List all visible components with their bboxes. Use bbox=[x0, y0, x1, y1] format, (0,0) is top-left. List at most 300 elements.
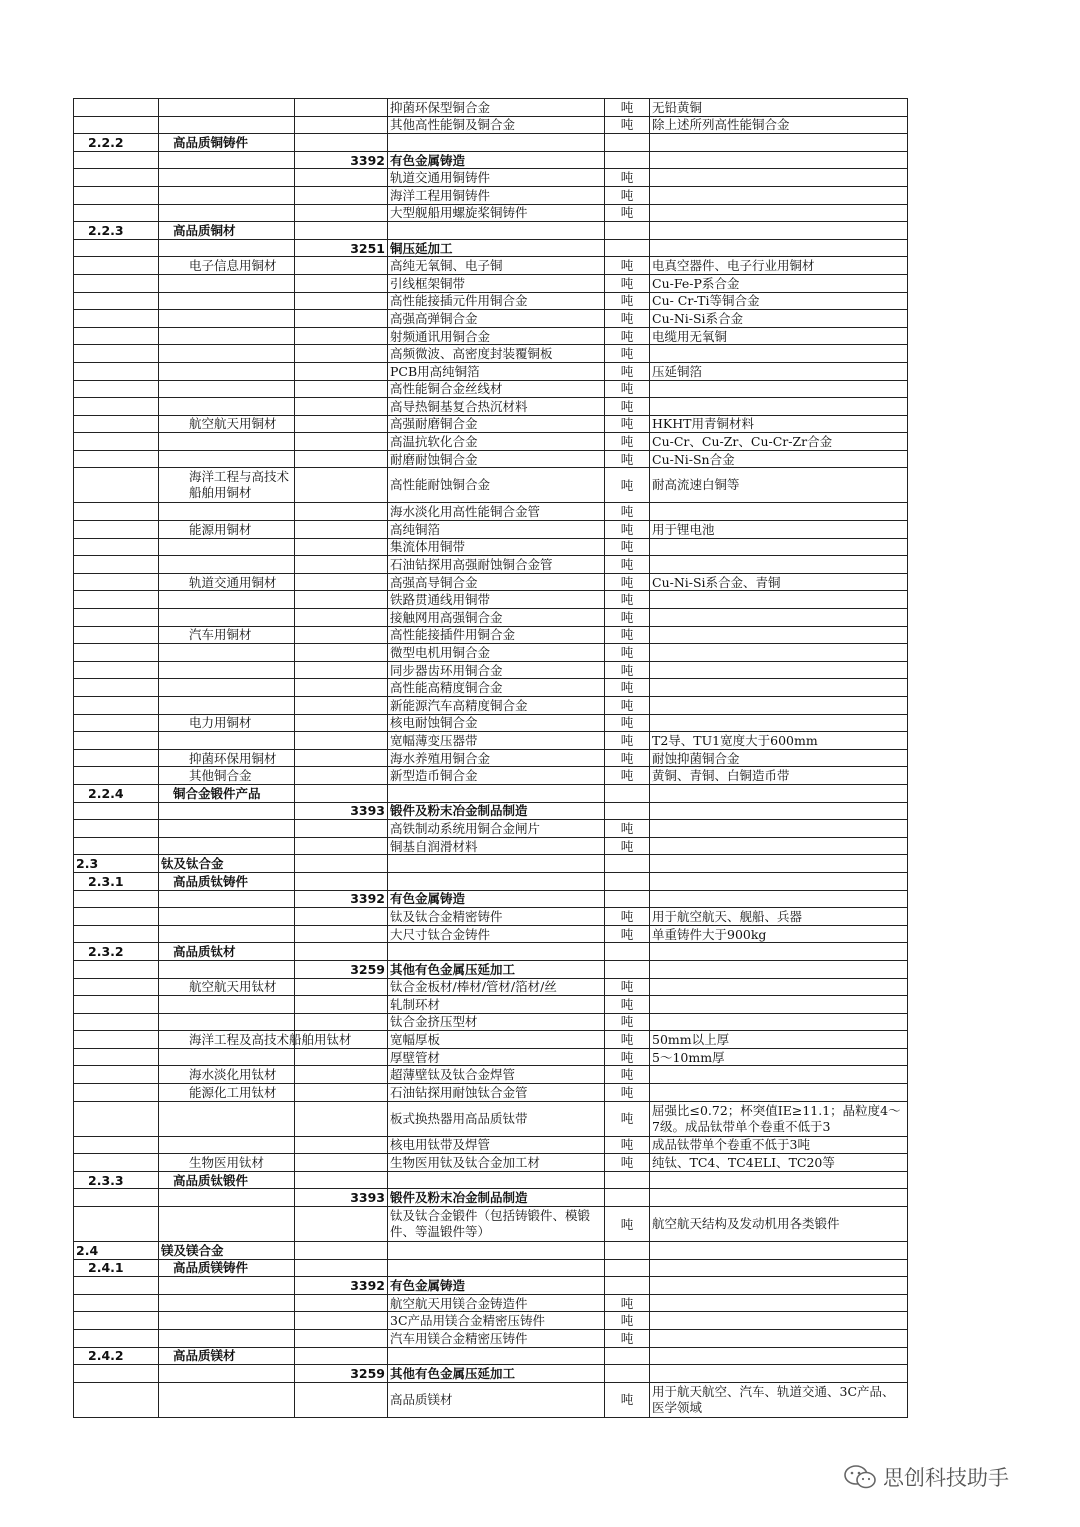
row-unit bbox=[605, 784, 650, 802]
table-row bbox=[74, 626, 908, 644]
row-note bbox=[650, 714, 908, 732]
row-unit: 吨 bbox=[605, 749, 650, 767]
row-unit: 吨 bbox=[605, 116, 650, 134]
row-industry-code bbox=[295, 415, 388, 433]
row-code bbox=[74, 1048, 159, 1066]
row-name: 高品质镁铸件 bbox=[159, 1259, 295, 1277]
row-industry-code bbox=[295, 1171, 388, 1189]
row-note bbox=[650, 1347, 908, 1365]
table-row bbox=[74, 1084, 908, 1102]
row-code bbox=[74, 327, 159, 345]
row-product: 其他有色金属压延加工 bbox=[388, 1365, 605, 1383]
row-note: Cu-Fe-P系合金 bbox=[650, 274, 908, 292]
row-unit: 吨 bbox=[605, 292, 650, 310]
row-note bbox=[650, 556, 908, 574]
table-row bbox=[74, 573, 908, 591]
row-industry-code: 3259 bbox=[295, 1365, 388, 1383]
row-product: 高性能耐蚀铜合金 bbox=[388, 468, 605, 503]
row-unit: 吨 bbox=[605, 1312, 650, 1330]
row-note bbox=[650, 398, 908, 416]
row-product: 宽幅厚板 bbox=[388, 1031, 605, 1049]
row-code bbox=[74, 186, 159, 204]
table-row bbox=[74, 257, 908, 275]
row-code bbox=[74, 1277, 159, 1295]
table-row bbox=[74, 556, 908, 574]
table-row bbox=[74, 697, 908, 715]
row-code bbox=[74, 767, 159, 785]
row-unit: 吨 bbox=[605, 697, 650, 715]
row-product: 钛合金板材/棒材/管材/箔材/丝 bbox=[388, 978, 605, 996]
row-note: 屈强比≤0.72；杯突值IE≥11.1；晶粒度4～7级。成品钛带单个卷重不低于3 bbox=[650, 1101, 908, 1136]
row-unit bbox=[605, 151, 650, 169]
row-note bbox=[650, 978, 908, 996]
row-note bbox=[650, 380, 908, 398]
row-product: 锻件及粉末冶金制品制造 bbox=[388, 802, 605, 820]
row-name: 其他铜合金 bbox=[159, 767, 295, 785]
row-unit: 吨 bbox=[605, 626, 650, 644]
table-row bbox=[74, 1277, 908, 1295]
row-note bbox=[650, 996, 908, 1014]
row-note bbox=[650, 1294, 908, 1312]
row-product: 高强高导铜合金 bbox=[388, 573, 605, 591]
row-product: 新能源汽车高精度铜合金 bbox=[388, 697, 605, 715]
table-row bbox=[74, 362, 908, 380]
row-name bbox=[159, 239, 295, 257]
row-industry-code bbox=[295, 732, 388, 750]
row-note bbox=[650, 1330, 908, 1348]
row-industry-code bbox=[295, 169, 388, 187]
table-row bbox=[74, 1347, 908, 1365]
row-industry-code bbox=[295, 767, 388, 785]
row-code bbox=[74, 310, 159, 328]
table-row bbox=[74, 292, 908, 310]
row-code: 2.2.2 bbox=[74, 134, 159, 152]
row-name: 能源用铜材 bbox=[159, 521, 295, 539]
row-code bbox=[74, 274, 159, 292]
row-name: 电力用铜材 bbox=[159, 714, 295, 732]
row-product: 铜基自润滑材料 bbox=[388, 837, 605, 855]
row-note: Cu- Cr-Ti等铜合金 bbox=[650, 292, 908, 310]
row-unit bbox=[605, 1242, 650, 1260]
row-product: 高铁制动系统用铜合金闸片 bbox=[388, 820, 605, 838]
row-industry-code: 3392 bbox=[295, 890, 388, 908]
row-code bbox=[74, 204, 159, 222]
row-industry-code bbox=[295, 1347, 388, 1365]
row-product: 大型舰船用螺旋桨铜铸件 bbox=[388, 204, 605, 222]
row-code bbox=[74, 292, 159, 310]
row-unit: 吨 bbox=[605, 1136, 650, 1154]
row-note bbox=[650, 1189, 908, 1207]
table-row bbox=[74, 1066, 908, 1084]
row-product bbox=[388, 784, 605, 802]
row-code bbox=[74, 1294, 159, 1312]
row-name bbox=[159, 609, 295, 627]
row-name: 轨道交通用铜材 bbox=[159, 573, 295, 591]
row-product bbox=[388, 1171, 605, 1189]
row-unit bbox=[605, 1365, 650, 1383]
row-name bbox=[159, 1136, 295, 1154]
row-name: 航空航天用铜材 bbox=[159, 415, 295, 433]
row-industry-code bbox=[295, 978, 388, 996]
row-product: 高频微波、高密度封装覆铜板 bbox=[388, 345, 605, 363]
row-name bbox=[159, 380, 295, 398]
row-industry-code bbox=[295, 837, 388, 855]
row-note: 黄铜、青铜、白铜造币带 bbox=[650, 767, 908, 785]
row-product: 微型电机用铜合金 bbox=[388, 644, 605, 662]
row-industry-code: 3393 bbox=[295, 802, 388, 820]
row-unit: 吨 bbox=[605, 204, 650, 222]
row-note bbox=[650, 784, 908, 802]
row-product: 高性能接插件用铜合金 bbox=[388, 626, 605, 644]
row-unit: 吨 bbox=[605, 1330, 650, 1348]
row-unit: 吨 bbox=[605, 186, 650, 204]
table-row bbox=[74, 855, 908, 873]
row-unit: 吨 bbox=[605, 362, 650, 380]
row-product: 高品质镁材 bbox=[388, 1382, 605, 1417]
row-name bbox=[159, 644, 295, 662]
row-code bbox=[74, 591, 159, 609]
row-code bbox=[74, 996, 159, 1014]
row-unit: 吨 bbox=[605, 450, 650, 468]
row-industry-code bbox=[295, 538, 388, 556]
row-unit bbox=[605, 222, 650, 240]
row-note bbox=[650, 1277, 908, 1295]
row-code: 2.2.3 bbox=[74, 222, 159, 240]
row-code bbox=[74, 239, 159, 257]
row-unit: 吨 bbox=[605, 1101, 650, 1136]
row-unit: 吨 bbox=[605, 433, 650, 451]
row-unit: 吨 bbox=[605, 327, 650, 345]
row-product bbox=[388, 222, 605, 240]
row-note: 电缆用无氧铜 bbox=[650, 327, 908, 345]
table-row bbox=[74, 538, 908, 556]
row-name: 电子信息用铜材 bbox=[159, 257, 295, 275]
row-code bbox=[74, 433, 159, 451]
row-note: 用于锂电池 bbox=[650, 521, 908, 539]
row-name bbox=[159, 274, 295, 292]
row-unit bbox=[605, 134, 650, 152]
row-industry-code bbox=[295, 1259, 388, 1277]
row-name bbox=[159, 1101, 295, 1136]
row-unit: 吨 bbox=[605, 732, 650, 750]
table-row bbox=[74, 1312, 908, 1330]
row-note: 电真空器件、电子行业用铜材 bbox=[650, 257, 908, 275]
row-note bbox=[650, 239, 908, 257]
row-note: Cu-Ni-Si系合金 bbox=[650, 310, 908, 328]
table-row bbox=[74, 644, 908, 662]
row-code: 2.4 bbox=[74, 1242, 159, 1260]
row-product: 轨道交通用铜铸件 bbox=[388, 169, 605, 187]
row-unit: 吨 bbox=[605, 556, 650, 574]
row-product: 板式换热器用高品质钛带 bbox=[388, 1101, 605, 1136]
row-unit: 吨 bbox=[605, 837, 650, 855]
row-note bbox=[650, 943, 908, 961]
row-unit bbox=[605, 1189, 650, 1207]
table-row bbox=[74, 380, 908, 398]
row-code bbox=[74, 468, 159, 503]
row-name bbox=[159, 837, 295, 855]
row-code bbox=[74, 697, 159, 715]
row-product: 其他有色金属压延加工 bbox=[388, 960, 605, 978]
row-industry-code bbox=[295, 1136, 388, 1154]
row-unit: 吨 bbox=[605, 767, 650, 785]
row-product: 高温抗软化合金 bbox=[388, 433, 605, 451]
row-product: 高强耐磨铜合金 bbox=[388, 415, 605, 433]
row-name bbox=[159, 1294, 295, 1312]
row-unit: 吨 bbox=[605, 257, 650, 275]
row-industry-code: 3251 bbox=[295, 239, 388, 257]
row-note bbox=[650, 204, 908, 222]
row-unit: 吨 bbox=[605, 591, 650, 609]
row-note: 5～10mm厚 bbox=[650, 1048, 908, 1066]
row-code bbox=[74, 1013, 159, 1031]
row-product: 核电用钛带及焊管 bbox=[388, 1136, 605, 1154]
row-unit bbox=[605, 1347, 650, 1365]
row-product: 铁路贯通线用铜带 bbox=[388, 591, 605, 609]
row-industry-code bbox=[295, 644, 388, 662]
row-note: T2导、TU1宽度大于600mm bbox=[650, 732, 908, 750]
table-row bbox=[74, 222, 908, 240]
row-industry-code bbox=[295, 908, 388, 926]
row-industry-code bbox=[295, 134, 388, 152]
row-code bbox=[74, 1207, 159, 1242]
row-unit: 吨 bbox=[605, 820, 650, 838]
watermark bbox=[843, 1462, 1009, 1492]
table-row bbox=[74, 1013, 908, 1031]
row-name: 生物医用钛材 bbox=[159, 1154, 295, 1172]
row-code bbox=[74, 925, 159, 943]
row-product: 高强高弹铜合金 bbox=[388, 310, 605, 328]
row-industry-code bbox=[295, 784, 388, 802]
row-industry-code bbox=[295, 345, 388, 363]
table-row bbox=[74, 591, 908, 609]
row-industry-code bbox=[295, 1242, 388, 1260]
row-industry-code bbox=[295, 1066, 388, 1084]
row-industry-code bbox=[295, 1101, 388, 1136]
row-name bbox=[159, 503, 295, 521]
row-industry-code bbox=[295, 626, 388, 644]
row-product: 有色金属铸造 bbox=[388, 151, 605, 169]
row-code bbox=[74, 380, 159, 398]
table-row bbox=[74, 925, 908, 943]
row-industry-code bbox=[295, 609, 388, 627]
row-code bbox=[74, 679, 159, 697]
row-product: 海水养殖用铜合金 bbox=[388, 749, 605, 767]
row-industry-code bbox=[295, 1294, 388, 1312]
row-name: 海洋工程与高技术船舶用铜材 bbox=[159, 468, 295, 503]
table-row bbox=[74, 450, 908, 468]
row-product bbox=[388, 134, 605, 152]
row-note: Cu-Ni-Sn合金 bbox=[650, 450, 908, 468]
row-unit: 吨 bbox=[605, 996, 650, 1014]
row-unit: 吨 bbox=[605, 503, 650, 521]
row-name bbox=[159, 591, 295, 609]
row-name bbox=[159, 450, 295, 468]
row-industry-code bbox=[295, 996, 388, 1014]
row-note bbox=[650, 872, 908, 890]
row-industry-code bbox=[295, 204, 388, 222]
row-name bbox=[159, 1365, 295, 1383]
row-code bbox=[74, 450, 159, 468]
row-note bbox=[650, 661, 908, 679]
row-unit: 吨 bbox=[605, 345, 650, 363]
row-unit bbox=[605, 802, 650, 820]
row-code bbox=[74, 556, 159, 574]
row-code bbox=[74, 1330, 159, 1348]
row-unit: 吨 bbox=[605, 310, 650, 328]
row-industry-code bbox=[295, 468, 388, 503]
row-product: PCB用高纯铜箔 bbox=[388, 362, 605, 380]
row-note bbox=[650, 855, 908, 873]
row-unit: 吨 bbox=[605, 609, 650, 627]
row-code bbox=[74, 820, 159, 838]
table-row bbox=[74, 503, 908, 521]
table-row bbox=[74, 151, 908, 169]
row-industry-code bbox=[295, 398, 388, 416]
row-code bbox=[74, 626, 159, 644]
row-unit: 吨 bbox=[605, 521, 650, 539]
row-note: 用于航天航空、汽车、轨道交通、3C产品、医学领域 bbox=[650, 1382, 908, 1417]
row-industry-code bbox=[295, 433, 388, 451]
row-code: 2.3.2 bbox=[74, 943, 159, 961]
table-row bbox=[74, 960, 908, 978]
row-name bbox=[159, 186, 295, 204]
row-note bbox=[650, 134, 908, 152]
row-name bbox=[159, 1382, 295, 1417]
row-note bbox=[650, 222, 908, 240]
row-industry-code bbox=[295, 327, 388, 345]
row-industry-code bbox=[295, 116, 388, 134]
row-code: 2.4.2 bbox=[74, 1347, 159, 1365]
row-note: 无铅黄铜 bbox=[650, 99, 908, 117]
table-row bbox=[74, 1171, 908, 1189]
row-code: 2.3.1 bbox=[74, 872, 159, 890]
row-product: 海水淡化用高性能铜合金管 bbox=[388, 503, 605, 521]
row-name bbox=[159, 345, 295, 363]
row-product: 高性能铜合金丝线材 bbox=[388, 380, 605, 398]
row-product bbox=[388, 1242, 605, 1260]
row-industry-code bbox=[295, 556, 388, 574]
row-name bbox=[159, 960, 295, 978]
table-row bbox=[74, 1259, 908, 1277]
row-note bbox=[650, 1013, 908, 1031]
row-name bbox=[159, 908, 295, 926]
row-industry-code: 3393 bbox=[295, 1189, 388, 1207]
row-name: 海水淡化用钛材 bbox=[159, 1066, 295, 1084]
table-row bbox=[74, 1136, 908, 1154]
table-row bbox=[74, 1242, 908, 1260]
row-name: 航空航天用钛材 bbox=[159, 978, 295, 996]
row-name bbox=[159, 204, 295, 222]
row-industry-code bbox=[295, 714, 388, 732]
row-name bbox=[159, 1207, 295, 1242]
table-row bbox=[74, 872, 908, 890]
row-name bbox=[159, 99, 295, 117]
table-row bbox=[74, 1365, 908, 1383]
row-product: 超薄壁钛及钛合金焊管 bbox=[388, 1066, 605, 1084]
row-industry-code bbox=[295, 573, 388, 591]
row-unit: 吨 bbox=[605, 398, 650, 416]
row-unit: 吨 bbox=[605, 274, 650, 292]
table-row bbox=[74, 134, 908, 152]
table-row bbox=[74, 908, 908, 926]
row-code bbox=[74, 661, 159, 679]
row-unit: 吨 bbox=[605, 661, 650, 679]
row-code bbox=[74, 1189, 159, 1207]
table-row bbox=[74, 978, 908, 996]
row-code bbox=[74, 1084, 159, 1102]
row-code bbox=[74, 257, 159, 275]
row-product: 高纯无氧铜、电子铜 bbox=[388, 257, 605, 275]
table-row bbox=[74, 767, 908, 785]
row-product: 大尺寸钛合金铸件 bbox=[388, 925, 605, 943]
row-name bbox=[159, 169, 295, 187]
row-unit: 吨 bbox=[605, 714, 650, 732]
row-note bbox=[650, 503, 908, 521]
row-code bbox=[74, 345, 159, 363]
table-row bbox=[74, 521, 908, 539]
row-industry-code: 3392 bbox=[295, 1277, 388, 1295]
row-note bbox=[650, 151, 908, 169]
row-unit: 吨 bbox=[605, 538, 650, 556]
row-note bbox=[650, 1171, 908, 1189]
row-name bbox=[159, 732, 295, 750]
row-unit: 吨 bbox=[605, 380, 650, 398]
row-code bbox=[74, 521, 159, 539]
row-name bbox=[159, 538, 295, 556]
row-product bbox=[388, 855, 605, 873]
row-code bbox=[74, 837, 159, 855]
row-note bbox=[650, 1242, 908, 1260]
row-name bbox=[159, 1189, 295, 1207]
row-product: 射频通讯用铜合金 bbox=[388, 327, 605, 345]
row-note bbox=[650, 890, 908, 908]
row-industry-code bbox=[295, 943, 388, 961]
row-unit bbox=[605, 1171, 650, 1189]
row-industry-code bbox=[295, 661, 388, 679]
row-unit: 吨 bbox=[605, 1294, 650, 1312]
row-unit: 吨 bbox=[605, 415, 650, 433]
row-code bbox=[74, 99, 159, 117]
row-unit: 吨 bbox=[605, 99, 650, 117]
row-unit: 吨 bbox=[605, 1382, 650, 1417]
row-name bbox=[159, 661, 295, 679]
row-name bbox=[159, 1277, 295, 1295]
row-unit: 吨 bbox=[605, 1154, 650, 1172]
row-name bbox=[159, 398, 295, 416]
row-note: 航空航天结构及发动机用各类锻件 bbox=[650, 1207, 908, 1242]
row-name: 汽车用铜材 bbox=[159, 626, 295, 644]
row-note bbox=[650, 1259, 908, 1277]
row-name bbox=[159, 802, 295, 820]
row-product: 铜压延加工 bbox=[388, 239, 605, 257]
row-note: 压延铜箔 bbox=[650, 362, 908, 380]
table-row bbox=[74, 116, 908, 134]
row-unit: 吨 bbox=[605, 468, 650, 503]
row-note bbox=[650, 345, 908, 363]
row-industry-code bbox=[295, 99, 388, 117]
row-code bbox=[74, 1031, 159, 1049]
row-note bbox=[650, 1084, 908, 1102]
row-product: 高性能高精度铜合金 bbox=[388, 679, 605, 697]
row-note bbox=[650, 837, 908, 855]
row-name bbox=[159, 820, 295, 838]
row-name bbox=[159, 697, 295, 715]
row-name bbox=[159, 433, 295, 451]
table-row bbox=[74, 239, 908, 257]
row-name bbox=[159, 1048, 295, 1066]
row-code bbox=[74, 1066, 159, 1084]
